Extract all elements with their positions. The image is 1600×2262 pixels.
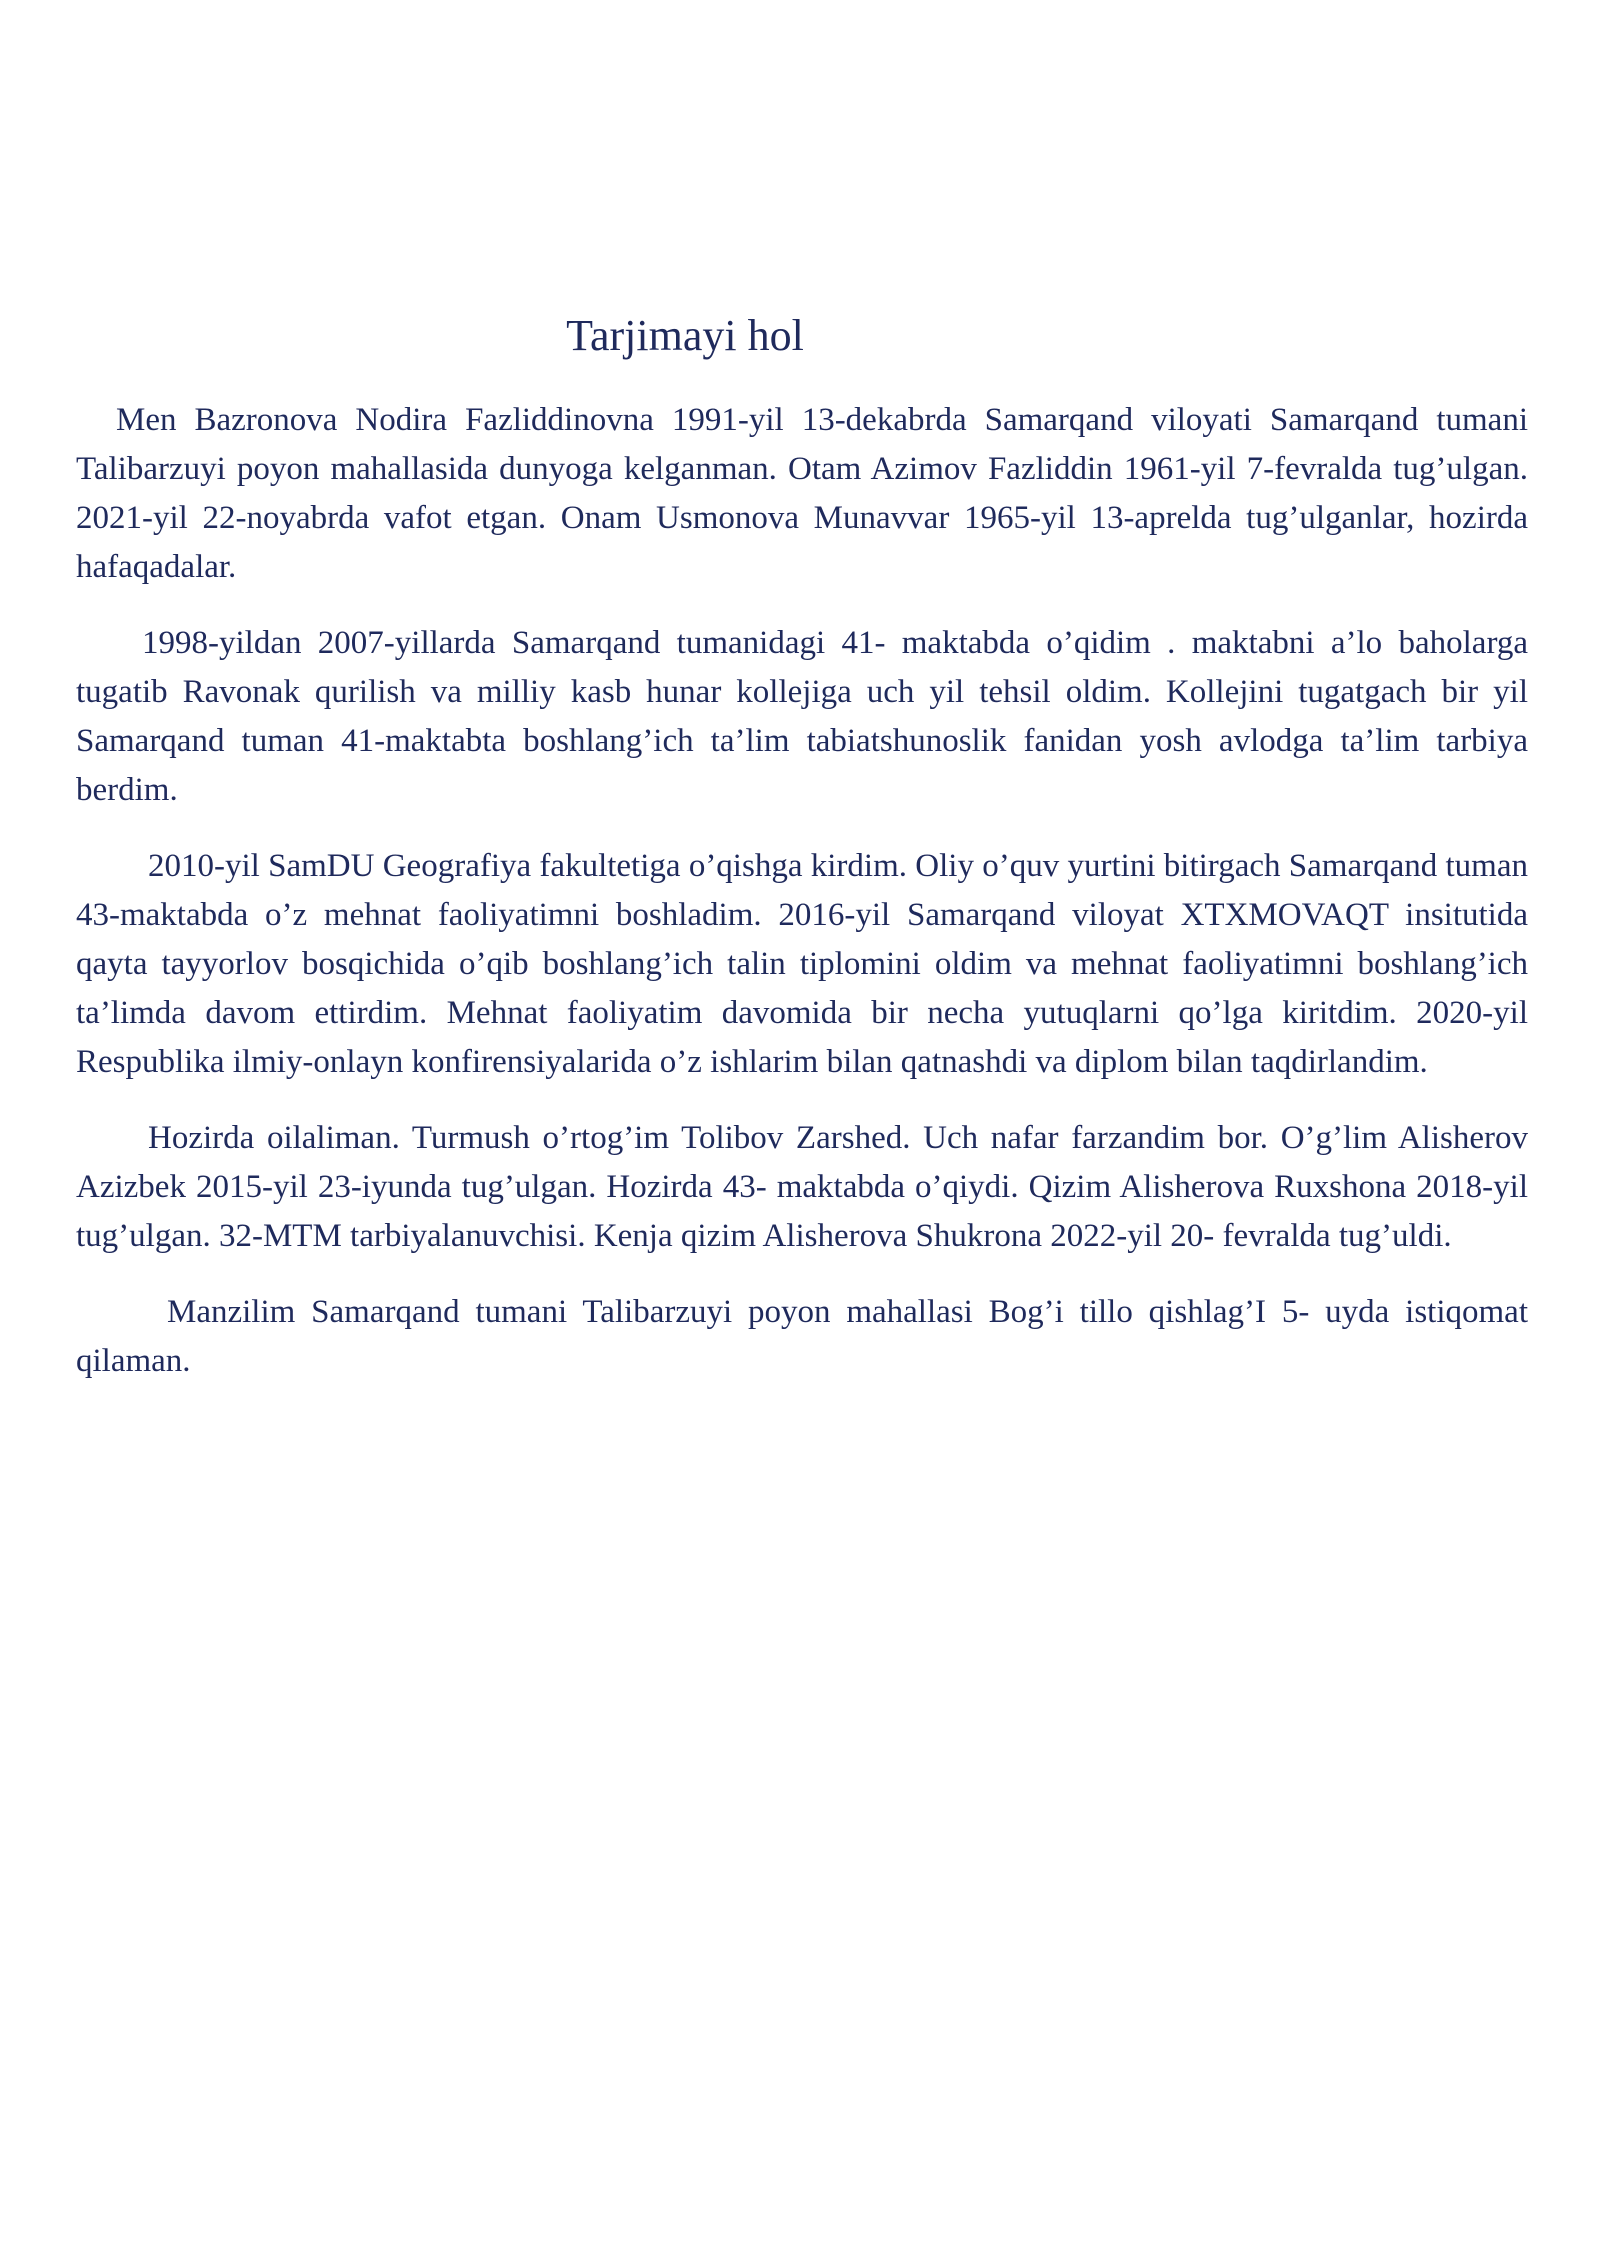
document-title: Tarjimayi hol [566,311,804,360]
paragraph-school-college: 1998-yildan 2007-yillarda Samarqand tumanidagi 41- maktabda o’qidim . maktabni a’lo baholarga tugatib Ravonak qurilish va milliy kasb hunar kollejiga uch yil tehsil oldim. Kollejini tugatgach bir yil Samarqand tuman 41-maktabta boshlang’ich ta’lim tabiatshunoslik fanidan yosh avlodga ta’lim tarbiya berdim. [76,625,1528,808]
document-body [76,396,1528,1413]
paragraph-university-career: 2010-yil SamDU Geografiya fakultetiga o’qishga kirdim. Oliy o’quv yurtini bitirgach Samarqand tuman 43-maktabda o’z mehnat faoliyatimni boshladim. 2016-yil Samarqand viloyat XTXMOVAQT insitutida qayta tayyorlov bosqichida o’qib boshlang’ich talin tiplomini oldim va mehnat faoliyatimni boshlang’ich ta’limda davom ettirdim. Mehnat faoliyatim davomida bir necha yutuqlarni qo’lga kiritdim. 2020-yil Respublika ilmiy-onlayn konfirensiyalarida o’z ishlarim bilan qatnashdi va diplom bilan taqdirlandim. [76,848,1528,1080]
paragraph-birth-family: Men Bazronova Nodira Fazliddinovna 1991-yil 13-dekabrda Samarqand viloyati Samarqand tumani Talibarzuyi poyon mahallasida dunyoga kelganman. Otam Azimov Fazliddin 1961-yil 7-fevralda tug’ulgan. 2021-yil 22-noyabrda vafot etgan. Onam Usmonova Munavvar 1965-yil 13-aprelda tug’ulganlar, hozirda hafaqadalar. [76,402,1528,585]
paragraph-family: Hozirda oilaliman. Turmush o’rtog’im Tolibov Zarshed. Uch nafar farzandim bor. O’g’lim Alisherov Azizbek 2015-yil 23-iyunda tug’ulgan. Hozirda 43- maktabda o’qiydi. Qizim Alisherova Ruxshona 2018-yil tug’ulgan. 32-MTM tarbiyalanuvchisi. Kenja qizim Alisherova Shukrona 2022-yil 20- fevralda tug’uldi. [76,1120,1528,1254]
paragraph-address: Manzilim Samarqand tumani Talibarzuyi poyon mahallasi Bog’i tillo qishlag’I 5- uyda istiqomat qilaman. [76,1294,1528,1379]
